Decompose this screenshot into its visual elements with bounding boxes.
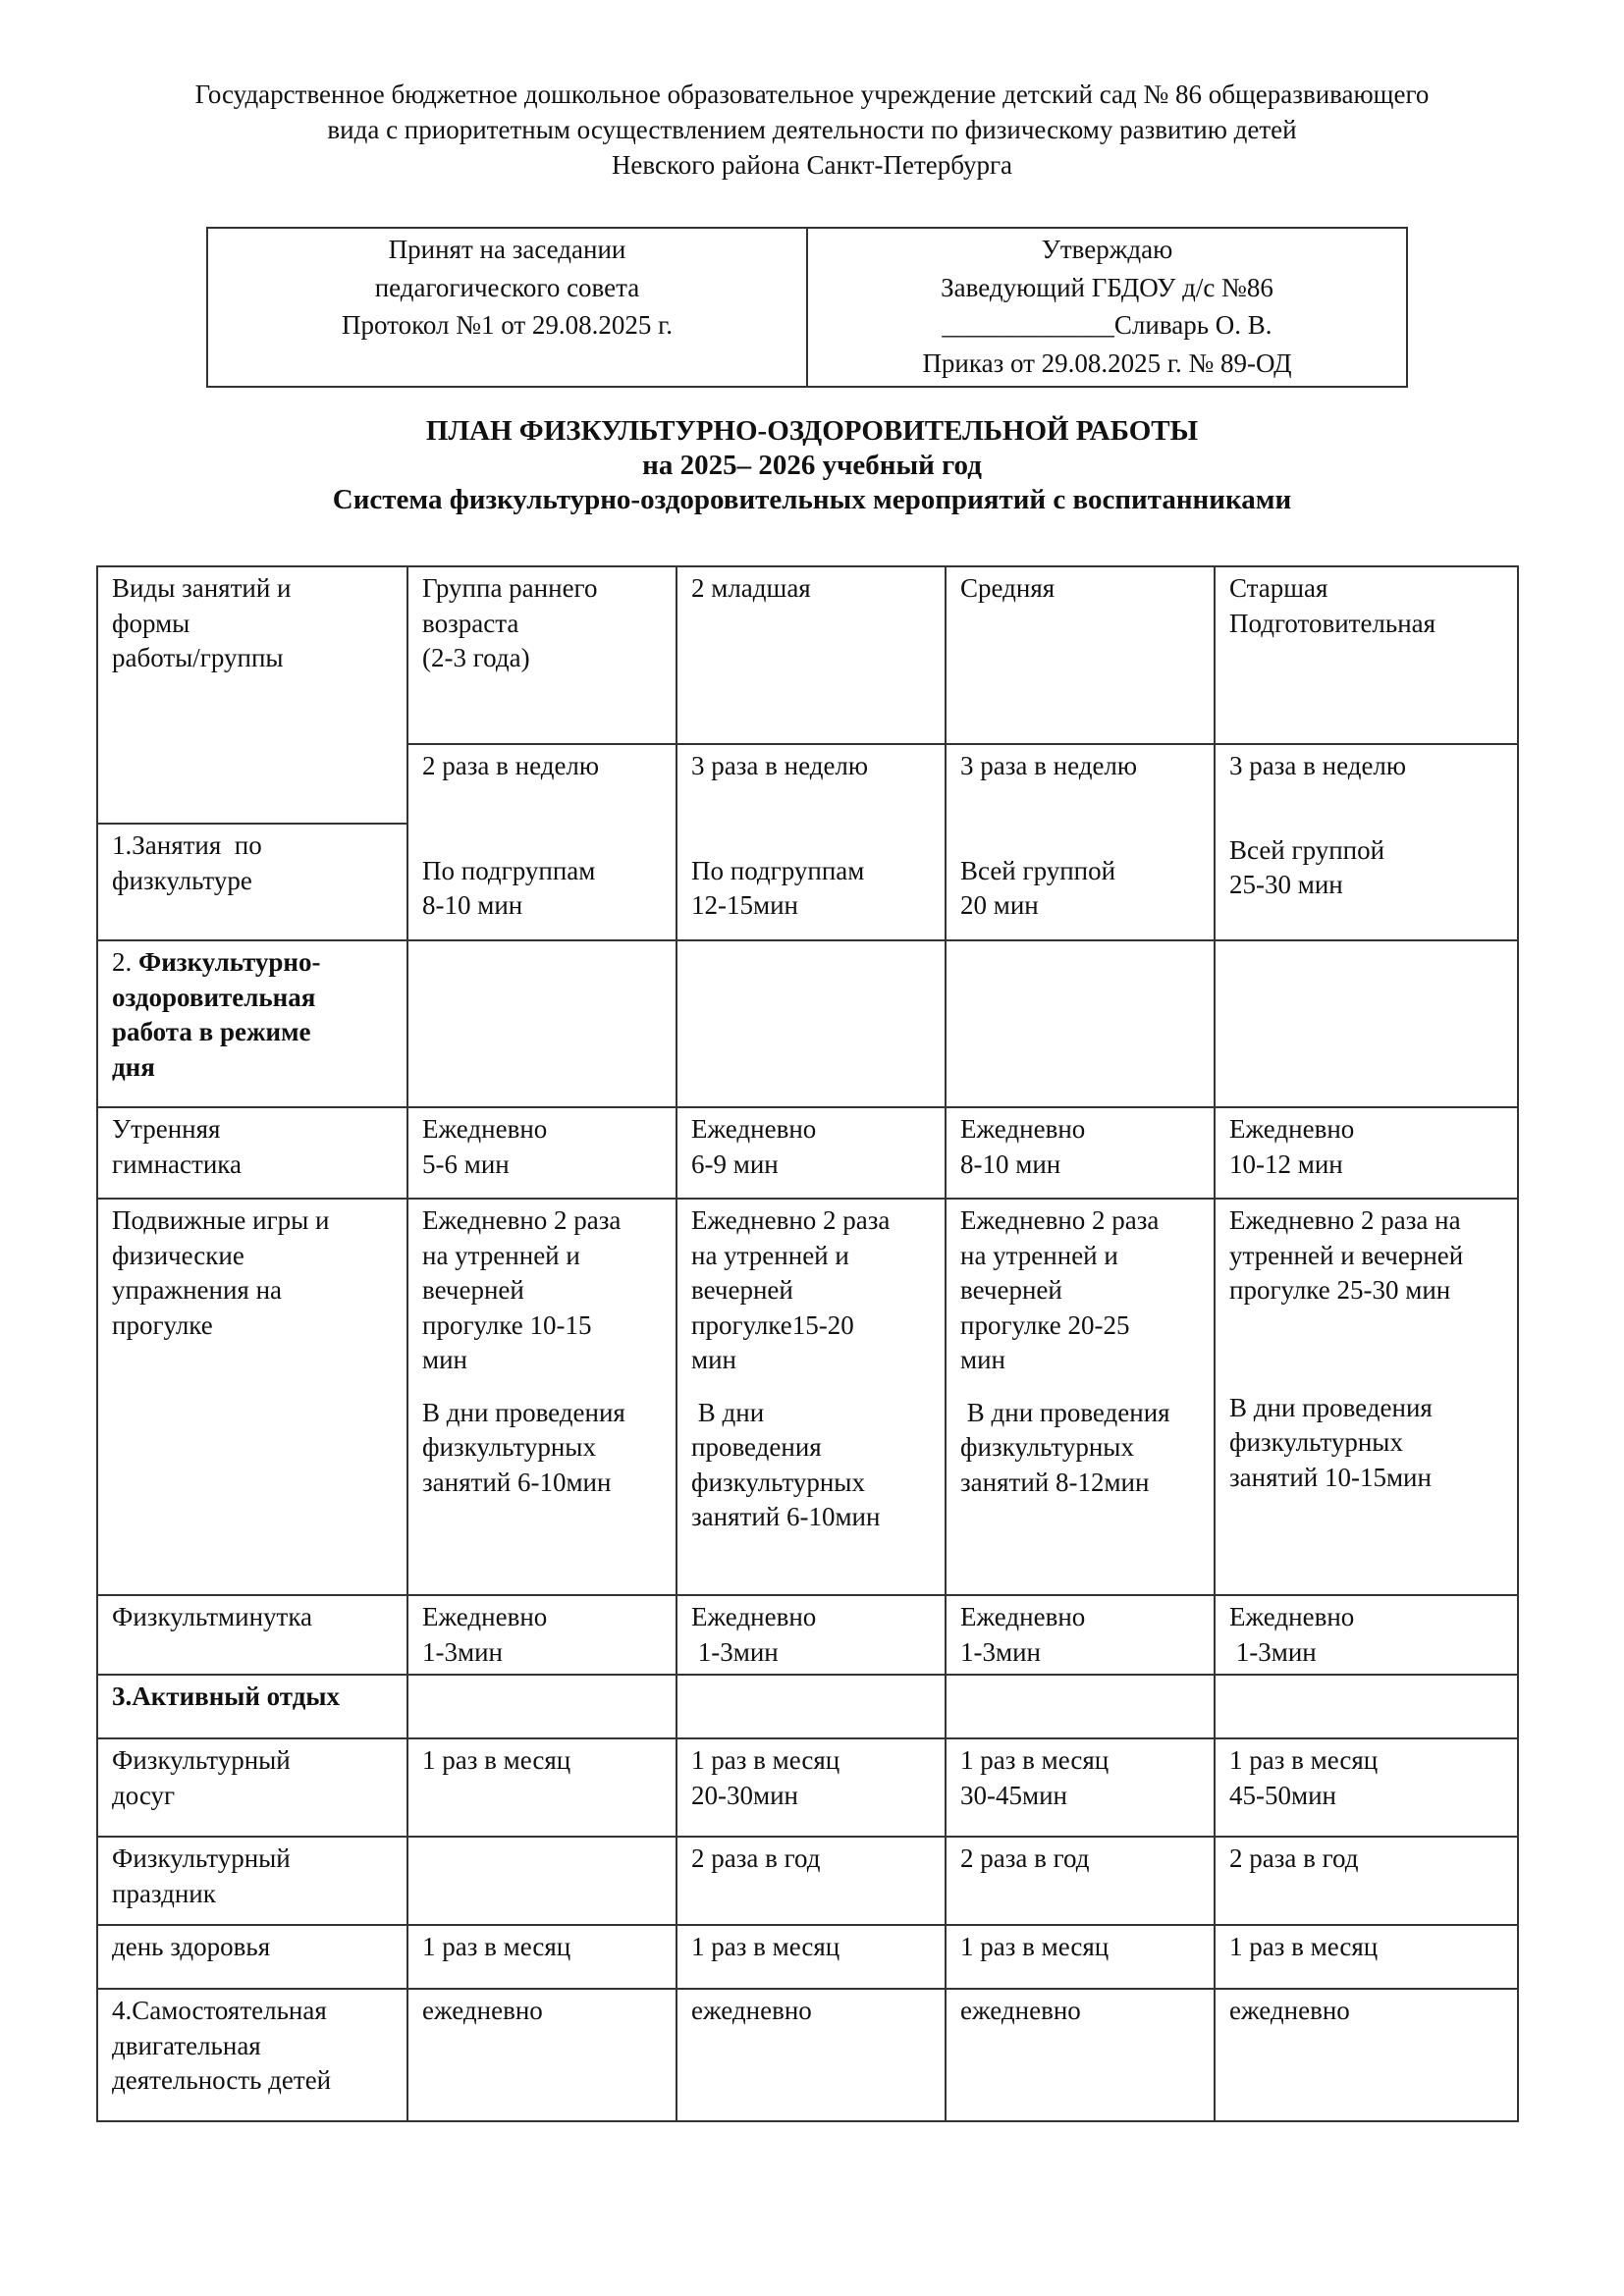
section-number: 2. bbox=[112, 947, 138, 977]
cell-text: 3 раза в неделю bbox=[1229, 751, 1407, 780]
cell-text: физкультурных bbox=[691, 1467, 865, 1497]
cell-text: 2 раза в неделю bbox=[422, 751, 600, 780]
cell-text: Подвижные игры и bbox=[112, 1205, 330, 1235]
cell-text: занятий 10-15мин bbox=[1229, 1462, 1432, 1492]
table-cell bbox=[1215, 1595, 1518, 1675]
pe-class-cell bbox=[677, 744, 946, 940]
cell-text: Средняя bbox=[960, 573, 1056, 603]
table-cell bbox=[677, 1989, 946, 2121]
table-row bbox=[97, 1837, 1518, 1925]
cell-text: прогулке15-20 bbox=[691, 1309, 854, 1340]
cell-text: досуг bbox=[112, 1780, 176, 1810]
table-cell bbox=[1215, 1107, 1518, 1199]
cell-text: 8-10 мин bbox=[960, 1148, 1061, 1179]
section-title: оздоровительная bbox=[112, 982, 316, 1012]
row-label-morning-gym bbox=[97, 1107, 407, 1199]
cell-text: мин bbox=[960, 1345, 1005, 1374]
cell-text: 1 раз в месяц bbox=[1229, 1932, 1379, 1961]
cell-text: ежедневно bbox=[960, 1996, 1081, 2025]
section-row bbox=[97, 940, 1518, 1107]
group-header-senior bbox=[1215, 566, 1518, 744]
cell-text: 3 раза в неделю bbox=[960, 751, 1138, 780]
approval-text: Заведующий ГБДОУ д/с №86 bbox=[941, 272, 1273, 302]
cell-text: 1 раз в месяц bbox=[1229, 1745, 1379, 1775]
cell-text: 20-30мин bbox=[691, 1780, 798, 1810]
table-row bbox=[97, 1738, 1518, 1837]
cell-text: занятий 6-10мин bbox=[422, 1467, 612, 1497]
council-acceptance bbox=[208, 229, 808, 386]
cell-text: проведения bbox=[691, 1432, 822, 1462]
table-row bbox=[97, 1595, 1518, 1675]
cell-spacer bbox=[422, 784, 662, 854]
cell-text: ежедневно bbox=[422, 1996, 543, 2025]
table-cell bbox=[946, 1107, 1215, 1199]
cell-text: Ежедневно bbox=[422, 1114, 548, 1144]
section-title: работа в режиме bbox=[112, 1017, 311, 1046]
table-row bbox=[97, 1107, 1518, 1199]
cell-spacer bbox=[1229, 784, 1503, 833]
cell-text: Всей группой bbox=[1229, 834, 1385, 865]
empty-cell bbox=[946, 1675, 1215, 1738]
cell-text: ежедневно bbox=[1229, 1996, 1350, 2025]
table-cell bbox=[407, 1199, 677, 1595]
cell-text: 1.Занятия по bbox=[112, 830, 262, 860]
empty-cell bbox=[677, 940, 946, 1107]
table-cell bbox=[677, 1595, 946, 1675]
table-cell bbox=[1215, 1199, 1518, 1595]
header-line: Государственное бюджетное дошкольное образовательное учреждение детский сад № 86 общеразвивающего bbox=[194, 80, 1430, 109]
table-cell bbox=[407, 1107, 677, 1199]
table-cell bbox=[1215, 1925, 1518, 1989]
empty-cell bbox=[946, 940, 1215, 1107]
cell-text: возраста bbox=[422, 608, 519, 638]
cell-text: Подготовительная bbox=[1229, 608, 1436, 638]
cell-text: 25-30 мин bbox=[1229, 870, 1343, 899]
cell-text: В дни проведения bbox=[960, 1397, 1170, 1427]
table-cell bbox=[946, 1837, 1215, 1925]
cell-text: 1-3мин bbox=[1229, 1636, 1317, 1667]
cell-text: 1 раз в месяц bbox=[960, 1932, 1110, 1961]
section-title: 3.Активный отдых bbox=[112, 1682, 340, 1711]
cell-text: занятий 6-10мин bbox=[691, 1502, 881, 1531]
row-label-health-day bbox=[97, 1925, 407, 1989]
cell-text: В дни проведения bbox=[422, 1397, 625, 1427]
table-row bbox=[97, 1989, 1518, 2121]
cell-text: Ежедневно 2 раза на bbox=[1229, 1205, 1461, 1235]
empty-cell bbox=[407, 1675, 677, 1738]
cell-text: 1 раз в месяц bbox=[422, 1932, 571, 1961]
cell-text: 8-10 мин bbox=[422, 890, 523, 920]
cell-spacer bbox=[691, 784, 931, 854]
row-label-pe-classes bbox=[97, 824, 407, 940]
cell-text: прогулке bbox=[112, 1309, 213, 1340]
cell-text: Утренняя bbox=[112, 1114, 221, 1144]
section-row bbox=[97, 1675, 1518, 1738]
cell-text: В дни bbox=[691, 1397, 765, 1427]
cell-text: 3 раза в неделю bbox=[691, 751, 869, 780]
cell-text: прогулке 25-30 мин bbox=[1229, 1275, 1451, 1305]
cell-text: Виды занятий и bbox=[112, 573, 292, 603]
cell-text: (2-3 года) bbox=[422, 643, 530, 672]
cell-text: Ежедневно 2 раза bbox=[422, 1205, 622, 1235]
corner-header-cell bbox=[97, 566, 407, 824]
cell-text: прогулке 10-15 bbox=[422, 1309, 592, 1340]
table-cell bbox=[946, 1989, 1215, 2121]
cell-text: 1 раз в месяц bbox=[422, 1745, 571, 1775]
cell-text: По подгруппам bbox=[422, 855, 596, 885]
table-cell bbox=[407, 1925, 677, 1989]
header-line: Невского района Санкт-Петербурга bbox=[611, 150, 1013, 180]
cell-text: физкультуре bbox=[112, 865, 252, 895]
cell-text: Ежедневно bbox=[960, 1114, 1086, 1144]
cell-text: 2 младшая bbox=[691, 573, 811, 603]
cell-text: 1 раз в месяц bbox=[960, 1745, 1110, 1775]
cell-text: Физкультурный bbox=[112, 1843, 291, 1873]
cell-text: Ежедневно bbox=[960, 1602, 1086, 1631]
cell-text: день здоровья bbox=[112, 1932, 271, 1961]
table-cell bbox=[677, 1199, 946, 1595]
cell-text: Ежедневно bbox=[1229, 1602, 1355, 1631]
cell-text: вечерней bbox=[691, 1275, 793, 1305]
cell-text: Физкультминутка bbox=[112, 1602, 313, 1631]
document-title bbox=[0, 414, 1624, 517]
section-title: Физкультурно- bbox=[138, 947, 321, 977]
cell-text: вечерней bbox=[960, 1275, 1062, 1305]
row-label-outdoor-games bbox=[97, 1199, 407, 1595]
cell-text: на утренней и bbox=[422, 1240, 580, 1270]
cell-text: упражнения на bbox=[112, 1275, 283, 1305]
order-text: Приказ от 29.08.2025 г. № 89-ОД bbox=[922, 347, 1292, 378]
group-header-early bbox=[407, 566, 677, 744]
empty-cell bbox=[407, 940, 677, 1107]
pe-class-cell bbox=[407, 744, 677, 940]
cell-text: Физкультурный bbox=[112, 1745, 291, 1775]
group-header-junior2 bbox=[677, 566, 946, 744]
table-cell bbox=[946, 1738, 1215, 1837]
group-header-middle bbox=[946, 566, 1215, 744]
table-cell bbox=[677, 1925, 946, 1989]
cell-text: гимнастика bbox=[112, 1148, 242, 1179]
cell-text: физические bbox=[112, 1240, 244, 1270]
table-cell bbox=[1215, 1989, 1518, 2121]
cell-text: физкультурных bbox=[960, 1432, 1134, 1462]
cell-text: на утренней и bbox=[960, 1240, 1118, 1270]
table-cell bbox=[946, 1595, 1215, 1675]
cell-spacer bbox=[691, 1378, 931, 1396]
cell-text: мин bbox=[691, 1345, 736, 1374]
table-cell bbox=[407, 1595, 677, 1675]
table-cell bbox=[1215, 1738, 1518, 1837]
cell-text: на утренней и bbox=[691, 1240, 849, 1270]
cell-text: 1-3мин bbox=[691, 1636, 779, 1667]
table-cell bbox=[407, 1738, 677, 1837]
cell-text: 6-9 мин bbox=[691, 1148, 779, 1179]
table-row bbox=[97, 1925, 1518, 1989]
cell-text: формы bbox=[112, 608, 190, 638]
cell-text: праздник bbox=[112, 1878, 216, 1908]
cell-text: Группа раннего bbox=[422, 573, 598, 603]
cell-text: мин bbox=[422, 1345, 467, 1374]
protocol-text: Протокол №1 от 29.08.2025 г. bbox=[342, 310, 673, 340]
empty-cell bbox=[1215, 940, 1518, 1107]
cell-text: 1-3мин bbox=[960, 1636, 1041, 1667]
approval-text: Принят на заседании bbox=[388, 235, 626, 264]
cell-text: 20 мин bbox=[960, 890, 1039, 920]
plan-table bbox=[96, 565, 1519, 2122]
cell-text: 5-6 мин bbox=[422, 1148, 510, 1179]
signature-line: _____________Сливарь О. В. bbox=[942, 310, 1272, 340]
table-header-row bbox=[97, 566, 1518, 744]
table-cell bbox=[677, 1107, 946, 1199]
section-3-label bbox=[97, 1675, 407, 1738]
cell-text: физкультурных bbox=[1229, 1427, 1403, 1457]
table-cell bbox=[946, 1199, 1215, 1595]
table-cell bbox=[677, 1738, 946, 1837]
approval-text: педагогического совета bbox=[374, 272, 640, 302]
cell-spacer bbox=[960, 1378, 1200, 1396]
cell-text: работы/группы bbox=[112, 643, 284, 672]
cell-text: 2 раза в год bbox=[1229, 1843, 1359, 1873]
title-line: на 2025– 2026 учебный год bbox=[642, 450, 982, 481]
cell-text: физкультурных bbox=[422, 1432, 596, 1462]
row-label-pe-holiday bbox=[97, 1837, 407, 1925]
row-label-pe-leisure bbox=[97, 1738, 407, 1837]
cell-text: В дни проведения bbox=[1229, 1392, 1433, 1422]
cell-text: двигательная bbox=[112, 2030, 261, 2060]
cell-text: 2 раза в год bbox=[960, 1843, 1090, 1873]
cell-text: ежедневно bbox=[691, 1996, 812, 2025]
cell-spacer bbox=[1229, 1308, 1503, 1391]
cell-spacer bbox=[960, 784, 1200, 854]
cell-text: 1 раз в месяц bbox=[691, 1745, 840, 1775]
table-row bbox=[97, 1199, 1518, 1595]
title-line: ПЛАН ФИЗКУЛЬТУРНО-ОЗДОРОВИТЕЛЬНОЙ РАБОТЫ bbox=[425, 415, 1199, 447]
cell-text: прогулке 20-25 bbox=[960, 1309, 1130, 1340]
subtitle-line: Система физкультурно-оздоровительных мероприятий с воспитанниками bbox=[332, 484, 1292, 515]
cell-text: утренней и вечерней bbox=[1229, 1240, 1464, 1270]
approval-block bbox=[206, 227, 1408, 388]
cell-text: деятельность детей bbox=[112, 2065, 332, 2095]
cell-spacer bbox=[422, 1378, 662, 1396]
institution-header bbox=[0, 77, 1624, 183]
cell-text: Ежедневно 2 раза bbox=[960, 1205, 1160, 1235]
cell-text: 1-3мин bbox=[422, 1636, 503, 1667]
cell-text: 30-45мин bbox=[960, 1780, 1067, 1810]
cell-text: 2 раза в год bbox=[691, 1843, 821, 1873]
table-cell bbox=[677, 1837, 946, 1925]
table-cell bbox=[1215, 1837, 1518, 1925]
cell-text: 45-50мин bbox=[1229, 1780, 1336, 1810]
header-line: вида с приоритетным осуществлением деятельности по физическому развитию детей bbox=[327, 115, 1297, 144]
pe-class-cell bbox=[1215, 744, 1518, 940]
cell-text: Ежедневно bbox=[422, 1602, 548, 1631]
cell-text: 10-12 мин bbox=[1229, 1148, 1343, 1179]
cell-text: 12-15мин bbox=[691, 890, 798, 920]
cell-text: Ежедневно bbox=[1229, 1114, 1355, 1144]
empty-cell bbox=[677, 1675, 946, 1738]
cell-text: вечерней bbox=[422, 1275, 524, 1305]
approval-text: Утверждаю bbox=[1041, 235, 1173, 264]
cell-text: По подгруппам bbox=[691, 855, 865, 885]
cell-text: Ежедневно bbox=[691, 1602, 817, 1631]
cell-text bbox=[112, 945, 393, 981]
cell-text: занятий 8-12мин bbox=[960, 1467, 1150, 1497]
row-label-independent-activity bbox=[97, 1989, 407, 2121]
cell-text: 1 раз в месяц bbox=[691, 1932, 840, 1961]
pe-class-cell bbox=[946, 744, 1215, 940]
table-cell bbox=[407, 1989, 677, 2121]
empty-cell bbox=[1215, 1675, 1518, 1738]
section-title: дня bbox=[112, 1051, 155, 1082]
cell-text: Ежедневно bbox=[691, 1114, 817, 1144]
table-cell bbox=[407, 1837, 677, 1925]
table-cell bbox=[946, 1925, 1215, 1989]
cell-text: Всей группой bbox=[960, 855, 1116, 885]
cell-text: Ежедневно 2 раза bbox=[691, 1205, 891, 1235]
director-approval bbox=[808, 229, 1406, 386]
row-label-fizminutka bbox=[97, 1595, 407, 1675]
section-2-label bbox=[97, 940, 407, 1107]
cell-text: Старшая bbox=[1229, 573, 1328, 603]
cell-text: 4.Самостоятельная bbox=[112, 1996, 327, 2025]
